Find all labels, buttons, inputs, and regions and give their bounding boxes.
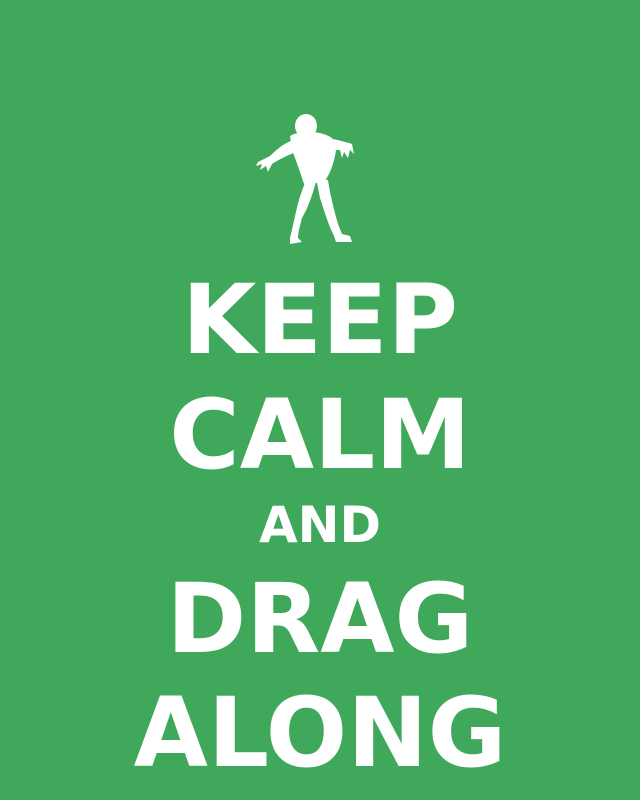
- headline-line-5: ALONG: [133, 677, 507, 789]
- headline-line-2: CALM: [169, 379, 471, 491]
- headline-line-1: KEEP: [182, 264, 458, 376]
- headline-line-3: AND: [258, 496, 382, 554]
- headline-line-4: DRAG: [166, 563, 474, 675]
- zombie-icon: [250, 112, 360, 247]
